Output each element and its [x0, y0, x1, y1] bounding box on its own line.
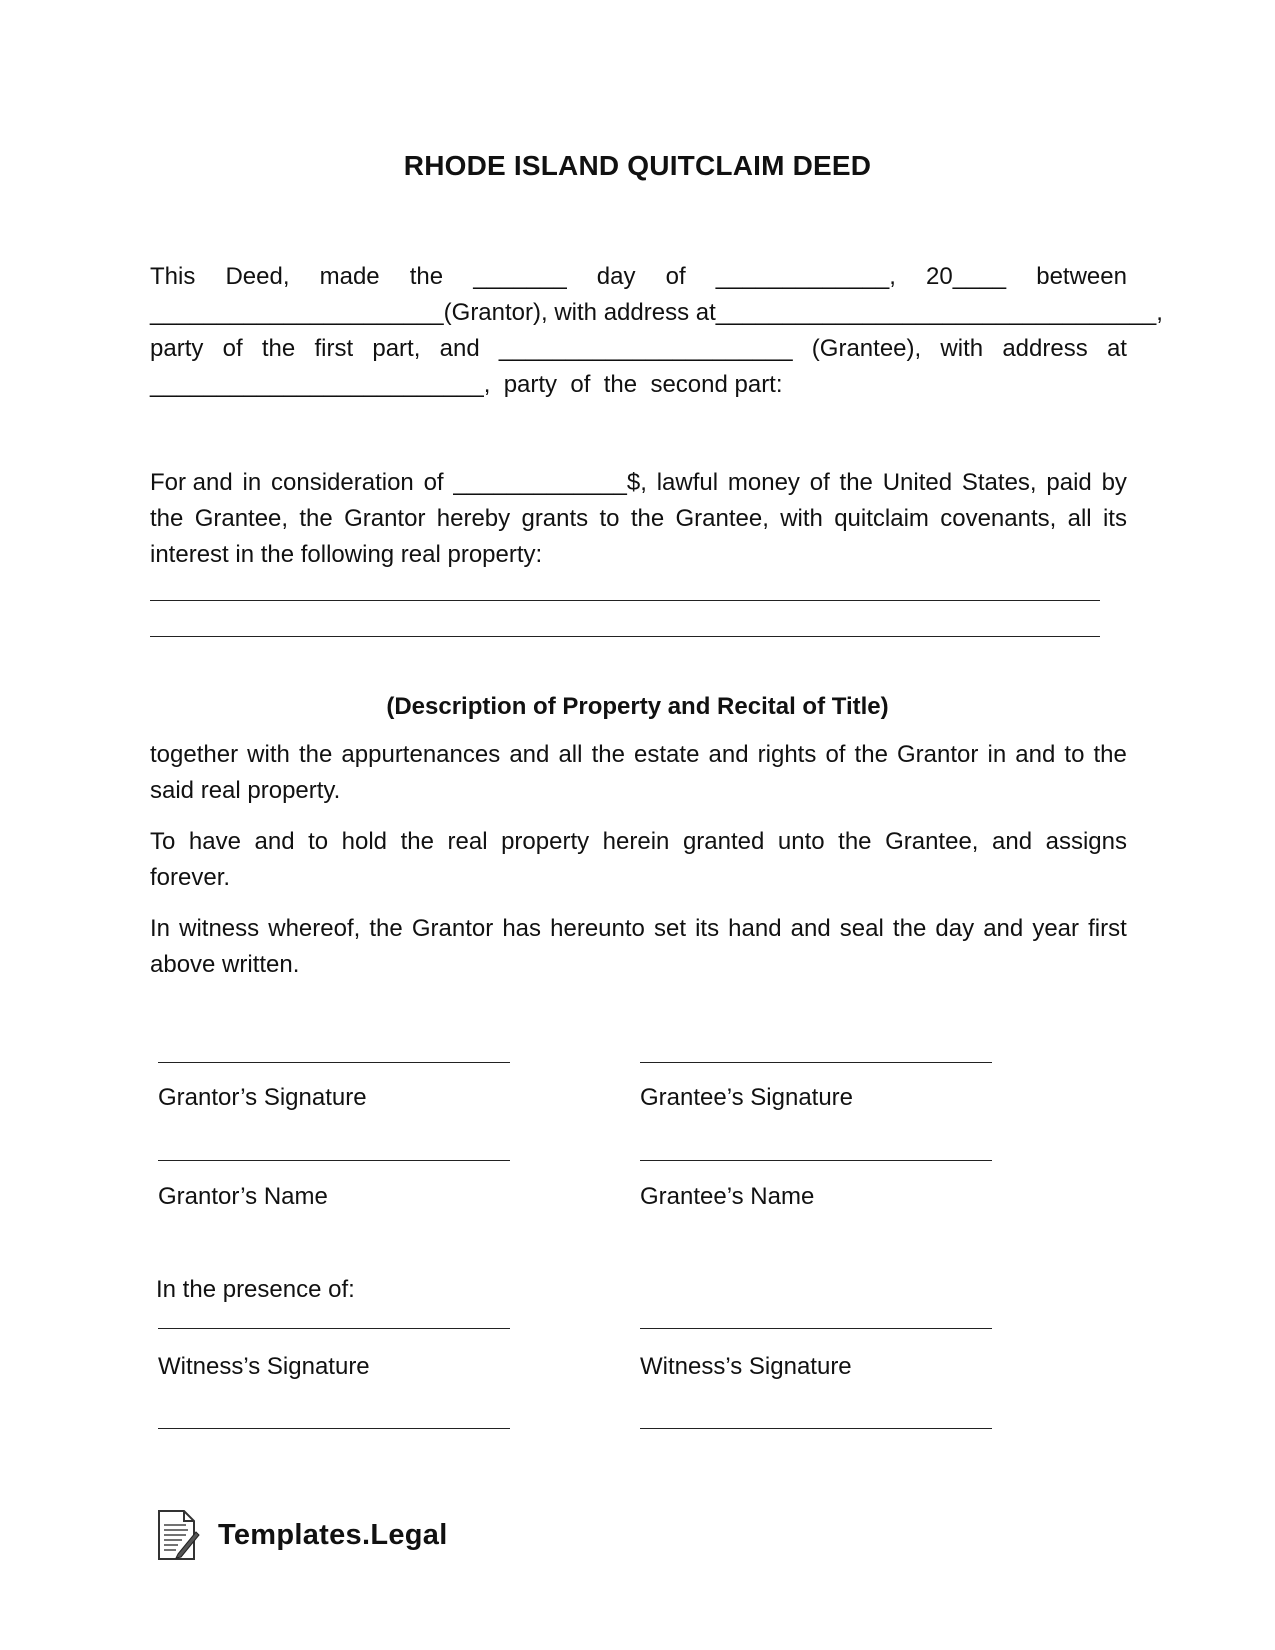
- word: ______________________: [150, 299, 444, 326]
- word: and: [790, 915, 831, 942]
- word: have: [188, 828, 241, 855]
- grantee-signature-line: [640, 1062, 992, 1063]
- templates-legal-logo: [156, 1508, 448, 1562]
- word: to: [308, 828, 329, 855]
- witness-clause-line-2: above written.: [150, 951, 300, 978]
- word: property: [501, 828, 590, 855]
- word: granted: [682, 828, 765, 855]
- appurtenances-paragraph: [150, 737, 1127, 809]
- word: party: [150, 335, 204, 362]
- appurtenances-line-1: [150, 737, 1127, 773]
- word: (Grantee),: [811, 335, 922, 362]
- grantor-signature-label: Grantor’s Signature: [158, 1084, 367, 1111]
- word: the: [400, 828, 434, 855]
- grantor-name-label: Grantor’s Name: [158, 1183, 328, 1210]
- word: Grantee,: [885, 828, 979, 855]
- word: day: [935, 915, 975, 942]
- property-description-caption: (Description of Property and Recital of Title): [386, 693, 889, 720]
- word: For and: [150, 469, 233, 496]
- word: by: [1101, 469, 1127, 496]
- word: and: [708, 741, 749, 768]
- word: Grantor: [344, 505, 426, 532]
- word: the: [299, 505, 333, 532]
- word: in: [987, 741, 1007, 768]
- word: hand: [728, 915, 782, 942]
- grantee-name-label: Grantee’s Name: [640, 1183, 815, 1210]
- word: with: [780, 505, 823, 532]
- word: the: [298, 741, 333, 768]
- word: made: [319, 263, 380, 290]
- grantor-name-line: [158, 1160, 510, 1161]
- word: the: [369, 915, 403, 942]
- word: consideration: [271, 469, 414, 496]
- witness-name-line-1: [158, 1428, 510, 1429]
- word: Deed,: [225, 263, 290, 290]
- word: the: [630, 505, 665, 532]
- word: Grantor: [897, 741, 979, 768]
- word: of: [809, 469, 830, 496]
- consideration-line-2: [150, 501, 1127, 537]
- word: of: [665, 263, 686, 290]
- appurtenances-line-2: said real property.: [150, 777, 341, 804]
- intro-paragraph: [150, 259, 1163, 403]
- word: its: [1102, 505, 1127, 532]
- word: United: [882, 469, 953, 496]
- word: Grantee,: [194, 505, 289, 532]
- word: _____________$,: [453, 469, 647, 496]
- word: _______: [473, 263, 567, 290]
- intro-line-3: [150, 331, 1127, 367]
- habendum-line-1: [150, 824, 1127, 860]
- word: day: [596, 263, 636, 290]
- word: ______________________: [498, 335, 793, 362]
- habendum-line-2: forever.: [150, 864, 231, 891]
- word: and: [509, 741, 550, 768]
- word: unto: [777, 828, 825, 855]
- document-title: RHODE ISLAND QUITCLAIM DEED: [403, 150, 872, 181]
- word: _____________,: [715, 263, 896, 290]
- word: witness: [179, 915, 260, 942]
- word: the: [591, 741, 625, 768]
- presence-label: In the presence of:: [156, 1276, 355, 1303]
- word: and: [983, 915, 1024, 942]
- word: grants: [521, 505, 589, 532]
- word: in: [242, 469, 262, 496]
- grantee-name-line: [640, 1160, 992, 1161]
- witness-signature-label-1: Witness’s Signature: [158, 1353, 370, 1380]
- intro-line-1: [150, 259, 1127, 295]
- word: (Grantor), with address at: [443, 299, 716, 326]
- grantor-signature-line: [158, 1062, 510, 1063]
- word: and: [254, 828, 295, 855]
- word: lawful: [656, 469, 719, 496]
- word: the: [892, 915, 927, 942]
- word: whereof,: [268, 915, 361, 942]
- word: between: [1036, 263, 1127, 290]
- word: the: [1093, 741, 1127, 768]
- word: covenants,: [940, 505, 1057, 532]
- word: all: [558, 741, 583, 768]
- word: paid: [1046, 469, 1092, 496]
- grantee-signature-label: Grantee’s Signature: [640, 1084, 854, 1111]
- word: In: [150, 915, 171, 942]
- word: has: [502, 915, 542, 942]
- word: money: [727, 469, 800, 496]
- intro-line-4: _________________________, party of the second part:: [150, 371, 783, 398]
- word: real: [447, 828, 488, 855]
- brand-name: Templates.Legal: [218, 1518, 448, 1551]
- word: the: [150, 505, 184, 532]
- witness-signature-line-1: [158, 1328, 510, 1329]
- word: To: [150, 828, 176, 855]
- consideration-line-1: [150, 465, 1127, 501]
- word: estate: [634, 741, 700, 768]
- word: States,: [961, 469, 1037, 496]
- word: together: [150, 741, 239, 768]
- word: This: [150, 263, 196, 290]
- word: and: [439, 335, 480, 362]
- word: the: [261, 335, 296, 362]
- word: seal: [839, 915, 884, 942]
- word: hereby: [436, 505, 511, 532]
- witness-signature-label-2: Witness’s Signature: [640, 1353, 852, 1380]
- word: hold: [341, 828, 388, 855]
- property-description-line-2: [150, 636, 1100, 637]
- word: the: [839, 469, 873, 496]
- word: first: [314, 335, 354, 362]
- word: first: [1088, 915, 1127, 942]
- consideration-line-3: interest in the following real property:: [150, 541, 543, 568]
- word: to: [599, 505, 620, 532]
- word: and: [1015, 741, 1056, 768]
- word: the: [409, 263, 444, 290]
- word: quitclaim: [834, 505, 929, 532]
- word: at: [1106, 335, 1127, 362]
- word: appurtenances: [341, 741, 501, 768]
- habendum-paragraph: [150, 824, 1127, 896]
- word: with: [247, 741, 290, 768]
- word: Grantee,: [675, 505, 769, 532]
- word: rights: [757, 741, 817, 768]
- word: with: [940, 335, 984, 362]
- word: of: [423, 469, 444, 496]
- word: of: [825, 741, 846, 768]
- witness-clause-line-1: [150, 911, 1127, 947]
- word: set: [653, 915, 686, 942]
- word: and: [992, 828, 1033, 855]
- word: year: [1032, 915, 1080, 942]
- consideration-paragraph: [150, 465, 1127, 573]
- word: to: [1064, 741, 1085, 768]
- word: _________________________________,: [715, 299, 1163, 326]
- word: all: [1067, 505, 1092, 532]
- property-description-line-1: [150, 600, 1100, 601]
- witness-name-line-2: [640, 1428, 992, 1429]
- word: hereunto: [550, 915, 645, 942]
- word: the: [838, 828, 872, 855]
- word: its: [695, 915, 720, 942]
- word: Grantor: [411, 915, 494, 942]
- word: the: [854, 741, 888, 768]
- word: herein: [602, 828, 670, 855]
- witness-signature-line-2: [640, 1328, 992, 1329]
- word: of: [222, 335, 243, 362]
- word: assigns: [1045, 828, 1127, 855]
- word: part,: [372, 335, 421, 362]
- intro-line-2: [150, 295, 1163, 331]
- document-pen-icon: [156, 1508, 200, 1562]
- word: address: [1002, 335, 1088, 362]
- word: 20____: [926, 263, 1007, 290]
- witness-clause-paragraph: [150, 911, 1127, 983]
